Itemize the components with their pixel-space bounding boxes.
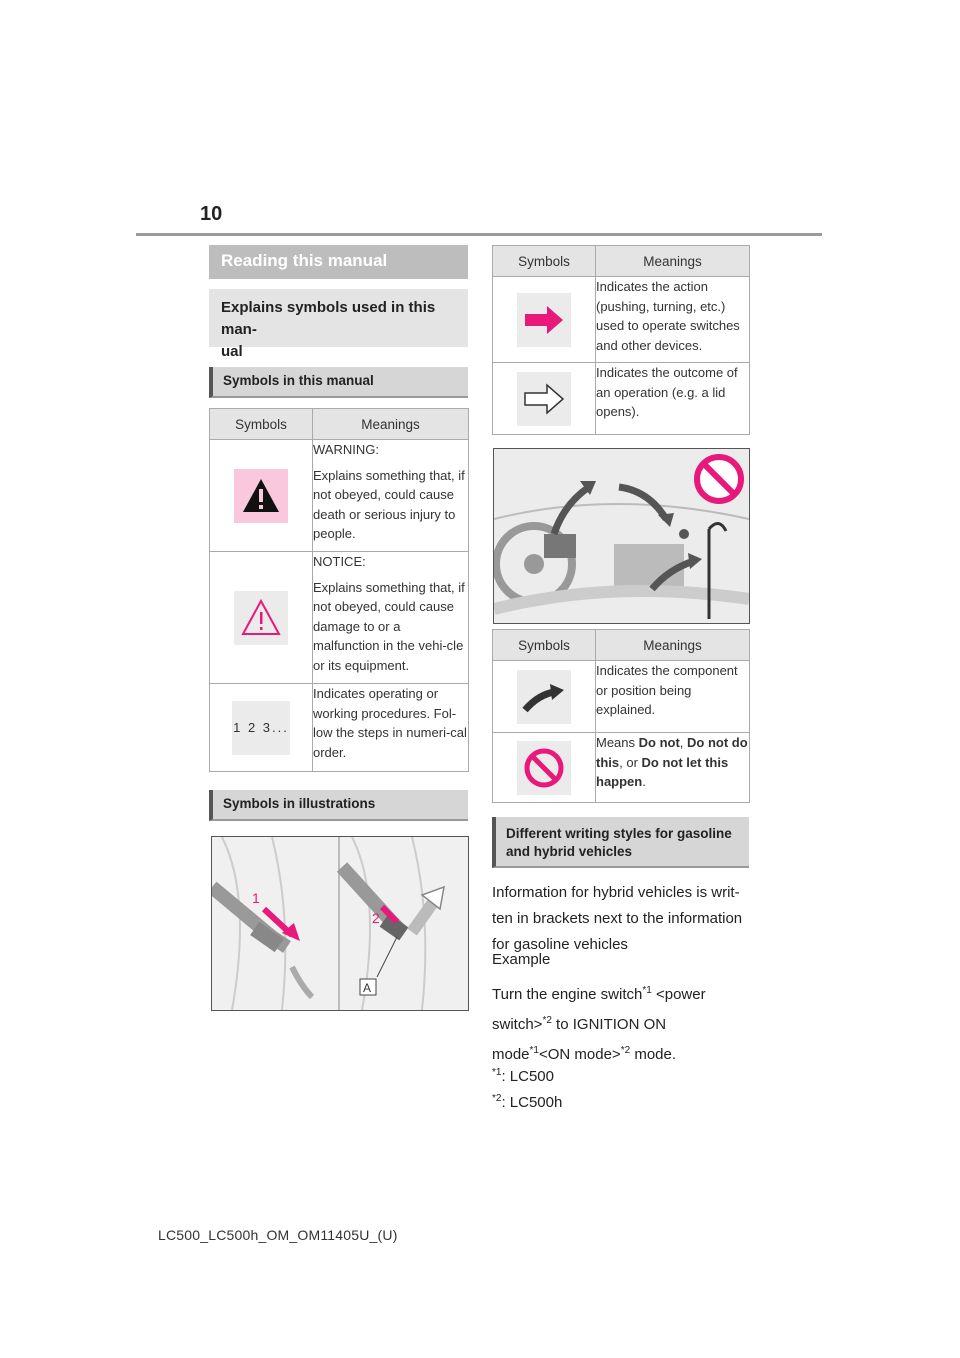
outcome-arrow-icon (517, 372, 571, 426)
col-meanings: Meanings (596, 630, 750, 661)
curved-arrow-icon (517, 670, 571, 724)
col-meanings: Meanings (313, 409, 469, 440)
table-row (493, 733, 750, 803)
notice-heading: NOTICE: (313, 554, 366, 569)
header-rule (136, 233, 822, 236)
seatbelt-illustration (211, 836, 469, 1011)
illustration-symbols-table (492, 629, 750, 803)
section-symbols-illustrations: Symbols in illustrations (209, 790, 468, 821)
document-code: LC500_LC500h_OM_OM11405U_(U) (158, 1227, 398, 1243)
table-row (493, 363, 750, 435)
action-symbols-table (492, 245, 750, 435)
col-meanings: Meanings (596, 246, 750, 277)
page-title: Reading this manual (209, 245, 468, 279)
example-text: Turn the engine switch$^{*1}$ <power switch>$^{*2}$ to IGNITION ON mode$^{*1}$<ON mode>$^{*2}$ mode. (492, 985, 706, 1063)
steps-text: Indicates operating or working procedures. Fol-low the steps in numeri-cal order. (313, 686, 467, 760)
illus-label-2: 2 (372, 910, 380, 926)
illus-label-a: A (363, 981, 372, 995)
section-symbols-manual: Symbols in this manual (209, 367, 468, 398)
symbols-table (209, 408, 469, 772)
warning-text: Explains something that, if not obeyed, could cause death or serious injury to people. (313, 467, 465, 541)
steps-icon: 1 2 3... (232, 701, 290, 755)
col-symbols: Symbols (210, 409, 313, 440)
footnote-1: $^{*1}$: LC500 (492, 1067, 554, 1085)
table-row (493, 661, 750, 733)
dashboard-illustration (493, 448, 750, 624)
subtitle-box: Explains symbols used in this man- ual (209, 289, 468, 347)
notice-icon (234, 591, 288, 645)
warning-icon (234, 469, 288, 523)
prohibit-icon (517, 741, 571, 795)
outcome-text: Indicates the outcome of an operation (e.g. a lid opens). (596, 365, 738, 419)
warning-heading: WARNING: (313, 442, 379, 457)
action-text: Indicates the action (pushing, turning, etc.) used to operate switches and other devices. (596, 279, 740, 353)
component-text: Indicates the component or position being explained. (596, 663, 738, 717)
table-row (210, 684, 469, 772)
col-symbols: Symbols (493, 246, 596, 277)
action-arrow-icon (517, 293, 571, 347)
prohibit-text: Means Do not, Do not do this, or Do not let this happen. (596, 733, 750, 803)
page-number: 10 (200, 203, 223, 225)
footnote-2: $^{*2}$: LC500h (492, 1093, 563, 1111)
table-row (210, 440, 469, 552)
section-writing-styles: Different writing styles for gasoline and hybrid vehicles (492, 817, 749, 868)
illus-label-1: 1 (252, 890, 260, 906)
table-row (493, 277, 750, 363)
col-symbols: Symbols (493, 630, 596, 661)
writing-styles-paragraph: Information for hybrid vehicles is writ-ten in brackets next to the information for gasoline vehicles (492, 884, 743, 953)
example-label: Example (492, 951, 551, 968)
notice-text: Explains something that, if not obeyed, could cause damage to or a malfunction in the vehi-cle or its equipment. (313, 579, 465, 673)
table-row (210, 552, 469, 684)
